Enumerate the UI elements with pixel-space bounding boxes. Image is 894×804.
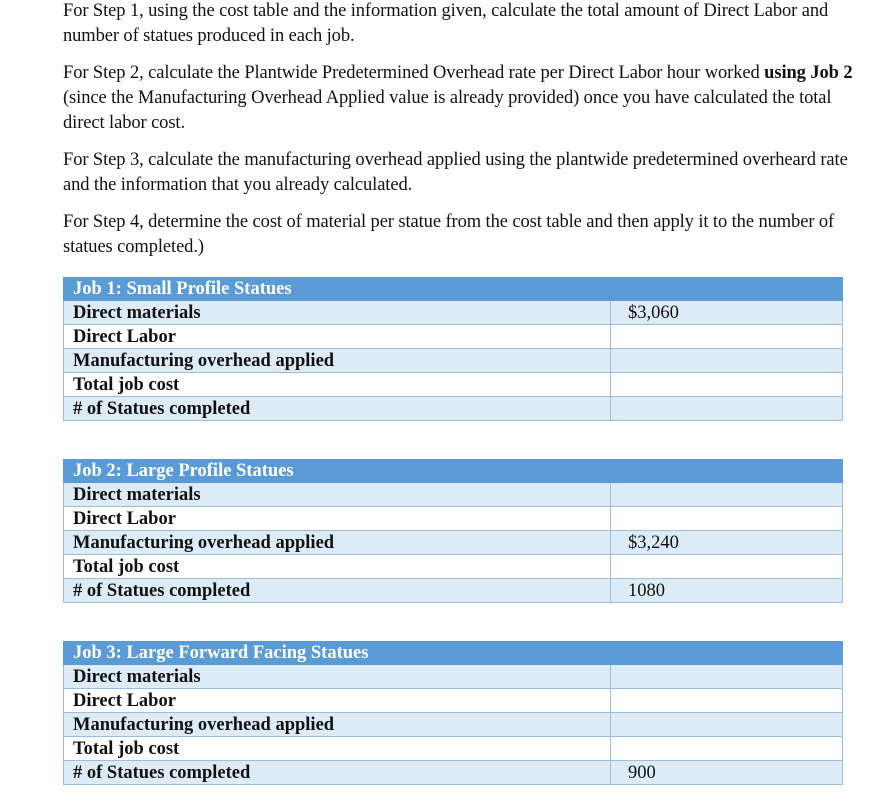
row-label: Manufacturing overhead applied: [64, 349, 611, 373]
row-label: Manufacturing overhead applied: [64, 713, 611, 737]
step2-text-pre: For Step 2, calculate the Plantwide Predetermined Overhead rate per Direct Labor hour worked: [63, 63, 765, 83]
row-label: Total job cost: [64, 373, 611, 397]
row-value[interactable]: [611, 325, 843, 349]
row-value[interactable]: [611, 397, 843, 421]
table-row: [64, 507, 843, 531]
table-row: [64, 579, 843, 603]
table-row: [64, 665, 843, 689]
table-row: [64, 373, 843, 397]
table-header: [64, 278, 843, 301]
row-value[interactable]: [611, 349, 843, 373]
job-title: Job 3: Large Forward Facing Statues: [64, 642, 843, 665]
job1-cost-table: [63, 277, 843, 421]
table-header: [64, 642, 843, 665]
step4-instruction: For Step 4, determine the cost of material per statue from the cost table and then apply it to the number of statues completed.): [63, 212, 835, 257]
table-row: [64, 689, 843, 713]
table-row: [64, 531, 843, 555]
row-label: Manufacturing overhead applied: [64, 531, 611, 555]
table-row: [64, 555, 843, 579]
step1-instruction: For Step 1, using the cost table and the information given, calculate the total amount of Direct Labor and number of statues produced in each job.: [63, 1, 829, 46]
row-label: Total job cost: [64, 555, 611, 579]
job2-cost-table: [63, 459, 843, 603]
row-value[interactable]: [611, 507, 843, 531]
row-label: Direct Labor: [64, 325, 611, 349]
row-value[interactable]: 900: [611, 761, 843, 785]
row-value[interactable]: [611, 665, 843, 689]
job-title: Job 1: Small Profile Statues: [64, 278, 843, 301]
job3-cost-table: [63, 641, 843, 785]
row-value[interactable]: [611, 373, 843, 397]
table-row: [64, 349, 843, 373]
step2-text-post: (since the Manufacturing Overhead Applied value is already provided) once you have calculated the total direct labor cost.: [63, 88, 832, 133]
table-row: [64, 301, 843, 325]
row-value[interactable]: 1080: [611, 579, 843, 603]
row-label: Direct materials: [64, 483, 611, 507]
step3-instruction: For Step 3, calculate the manufacturing overhead applied using the plantwide predetermined overheard rate and the information that you already calculated.: [63, 150, 848, 195]
row-label: Total job cost: [64, 737, 611, 761]
row-value[interactable]: [611, 555, 843, 579]
table-row: [64, 325, 843, 349]
table-row: [64, 761, 843, 785]
row-label: Direct Labor: [64, 507, 611, 531]
row-value[interactable]: [611, 483, 843, 507]
row-value[interactable]: $3,240: [611, 531, 843, 555]
table-row: [64, 737, 843, 761]
table-row: [64, 713, 843, 737]
step2-instruction: [63, 61, 853, 136]
job-title: Job 2: Large Profile Statues: [64, 460, 843, 483]
row-label: # of Statues completed: [64, 761, 611, 785]
row-label: Direct materials: [64, 665, 611, 689]
row-label: Direct materials: [64, 301, 611, 325]
row-value[interactable]: [611, 737, 843, 761]
row-value[interactable]: [611, 713, 843, 737]
row-value[interactable]: [611, 689, 843, 713]
row-label: # of Statues completed: [64, 397, 611, 421]
table-row: [64, 397, 843, 421]
table-header: [64, 460, 843, 483]
table-row: [64, 483, 843, 507]
step2-emphasis: using Job 2: [764, 63, 853, 83]
row-label: # of Statues completed: [64, 579, 611, 603]
row-label: Direct Labor: [64, 689, 611, 713]
row-value[interactable]: $3,060: [611, 301, 843, 325]
